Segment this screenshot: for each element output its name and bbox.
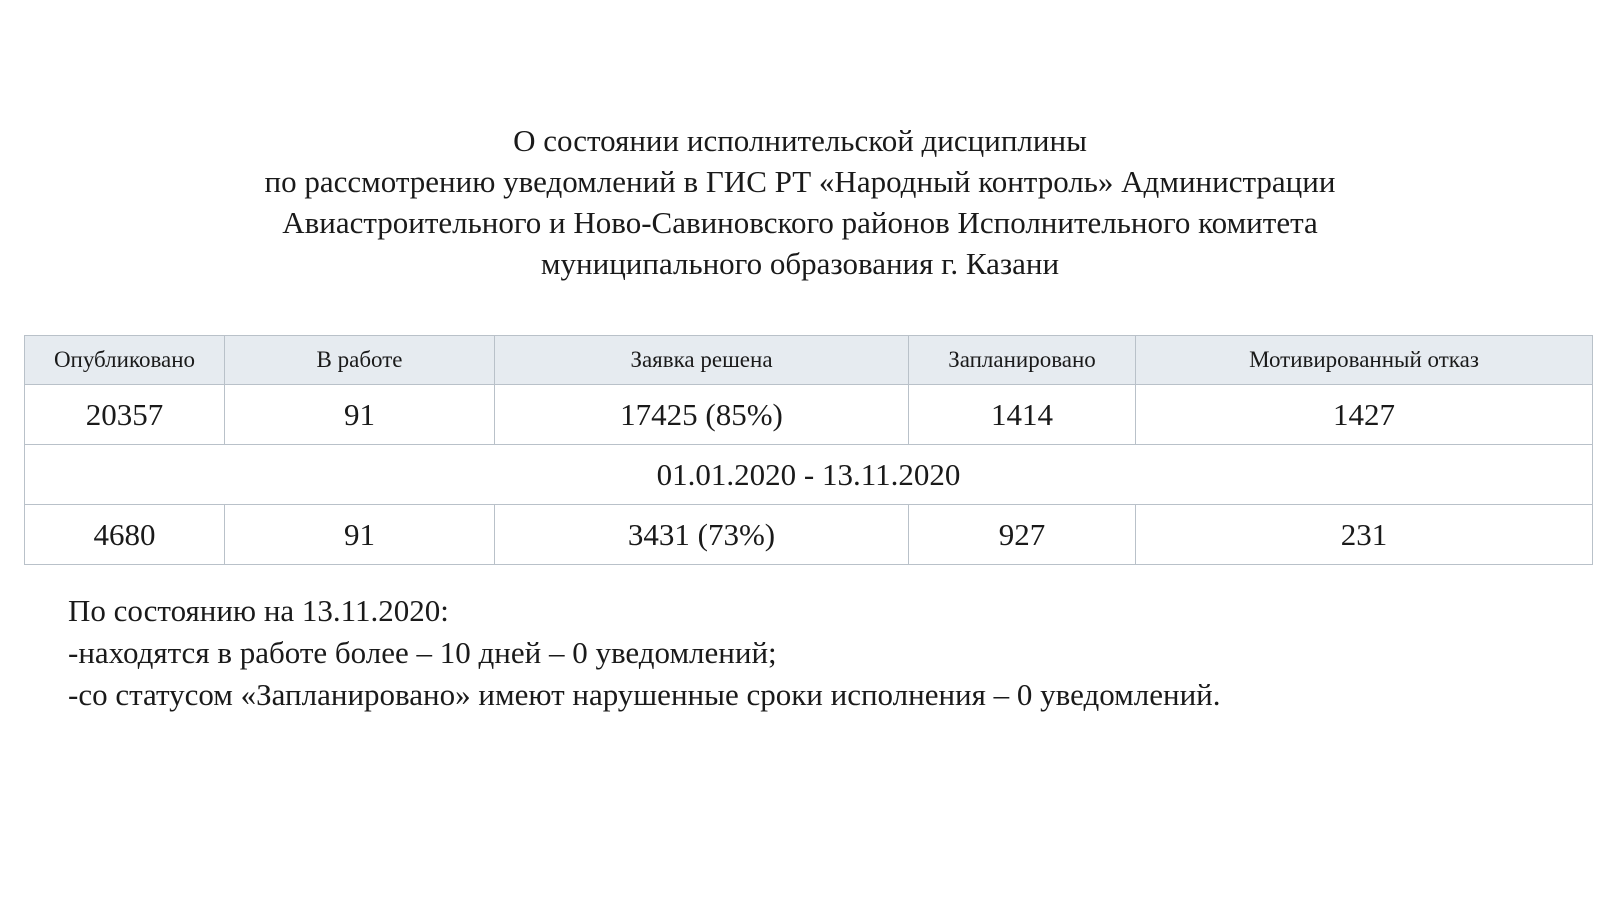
table-header-row xyxy=(25,336,1593,385)
cell-refused: 1427 xyxy=(1136,385,1593,445)
cell-in-progress: 91 xyxy=(225,505,495,565)
header-resolved: Заявка решена xyxy=(495,336,909,385)
cell-planned: 1414 xyxy=(909,385,1136,445)
title-line: муниципального образования г. Казани xyxy=(540,246,1060,281)
header-in-progress: В работе xyxy=(225,336,495,385)
header-refused: Мотивированный отказ xyxy=(1136,336,1593,385)
note-line: -со статусом «Запланировано» имеют нарушенные сроки исполнения – 0 уведомлений. xyxy=(68,677,1221,712)
table-row-period-label xyxy=(25,445,1593,505)
title-line: Авиастроительного и Ново-Савиновского районов Исполнительного комитета xyxy=(282,205,1318,240)
table-row-period xyxy=(25,505,1593,565)
header-planned: Запланировано xyxy=(909,336,1136,385)
cell-resolved: 3431 (73%) xyxy=(495,505,909,565)
title-line: О состоянии исполнительской дисциплины xyxy=(513,123,1087,158)
cell-resolved: 17425 (85%) xyxy=(495,385,909,445)
cell-planned: 927 xyxy=(909,505,1136,565)
cell-refused: 231 xyxy=(1136,505,1593,565)
statistics-table xyxy=(24,335,1593,565)
note-line: -находятся в работе более – 10 дней – 0 уведомлений; xyxy=(68,635,777,670)
title-line: по рассмотрению уведомлений в ГИС РТ «Народный контроль» Администрации xyxy=(264,164,1336,199)
note-line: По состоянию на 13.11.2020: xyxy=(68,593,449,628)
table-row-total xyxy=(25,385,1593,445)
cell-published: 20357 xyxy=(25,385,225,445)
cell-in-progress: 91 xyxy=(225,385,495,445)
period-label: 01.01.2020 - 13.11.2020 xyxy=(25,445,1593,505)
status-notes xyxy=(68,590,1221,716)
document-title xyxy=(0,120,1600,284)
cell-published: 4680 xyxy=(25,505,225,565)
header-published: Опубликовано xyxy=(25,336,225,385)
